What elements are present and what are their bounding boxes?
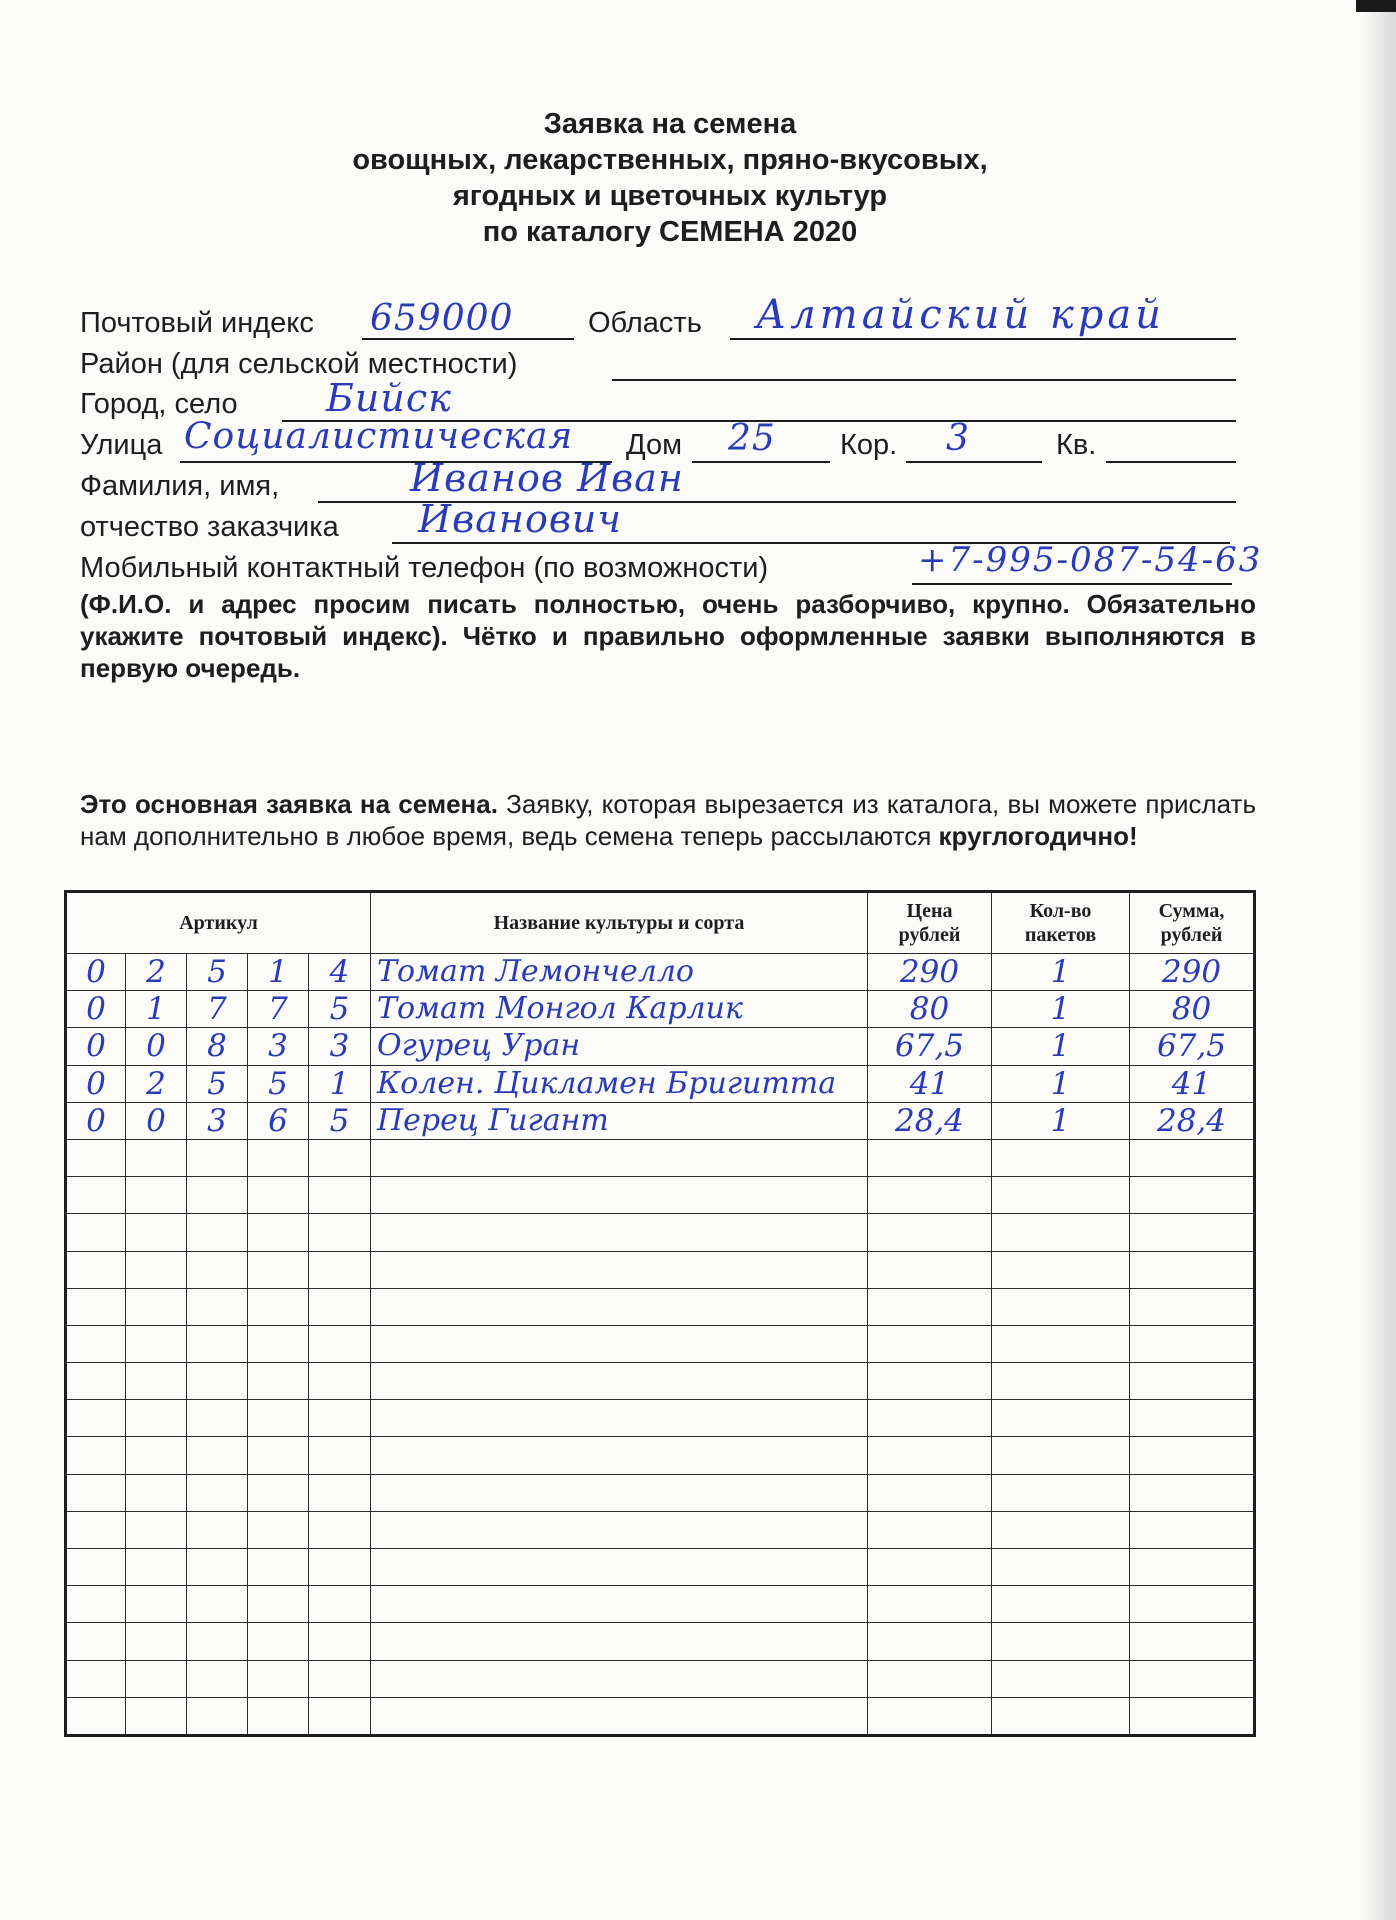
empty-cell[interactable]	[187, 1177, 248, 1214]
empty-cell[interactable]	[248, 1549, 309, 1586]
empty-cell[interactable]	[126, 1400, 187, 1437]
empty-cell[interactable]	[187, 1437, 248, 1474]
article-digit[interactable]: 0	[126, 1028, 187, 1065]
article-digit[interactable]: 4	[309, 954, 371, 991]
empty-cell[interactable]	[248, 1437, 309, 1474]
empty-cell[interactable]	[126, 1363, 187, 1400]
empty-cell[interactable]	[309, 1400, 371, 1437]
apt-label: Кв.	[1056, 429, 1097, 461]
empty-cell[interactable]	[868, 1437, 992, 1474]
form-instructions-note: (Ф.И.О. и адрес просим писать полностью, очень разборчиво, крупно. Обязательно укажите почтовый индекс). Чётко и правильно оформленные заявки выполняются в первую очередь.	[80, 589, 1256, 683]
empty-cell[interactable]	[126, 1177, 187, 1214]
empty-rows-group	[66, 1139, 1255, 1735]
price-cell[interactable]: 290	[868, 954, 992, 991]
table-row-empty	[66, 1697, 1255, 1735]
price-cell[interactable]: 80	[868, 991, 992, 1028]
empty-cell[interactable]	[1130, 1400, 1255, 1437]
empty-cell[interactable]	[309, 1363, 371, 1400]
empty-cell[interactable]	[66, 1400, 126, 1437]
empty-cell[interactable]	[309, 1660, 371, 1697]
empty-cell[interactable]	[868, 1697, 992, 1735]
article-digit[interactable]: 2	[126, 954, 187, 991]
crop-name[interactable]: Огурец Уран	[371, 1028, 868, 1065]
empty-cell[interactable]	[868, 1511, 992, 1548]
empty-cell[interactable]	[248, 1586, 309, 1623]
article-digit[interactable]: 3	[187, 1102, 248, 1139]
article-digit[interactable]: 8	[187, 1028, 248, 1065]
district-label: Район (для сельской местности)	[80, 348, 518, 380]
empty-cell[interactable]	[992, 1139, 1130, 1176]
empty-cell[interactable]	[66, 1251, 126, 1288]
empty-cell[interactable]	[248, 1139, 309, 1176]
article-digit[interactable]: 0	[66, 954, 126, 991]
qty-cell[interactable]: 1	[992, 1102, 1130, 1139]
empty-cell[interactable]	[371, 1400, 868, 1437]
empty-cell[interactable]	[1130, 1214, 1255, 1251]
intro-bold-end: круглогодично!	[938, 821, 1138, 851]
article-digit[interactable]: 7	[187, 991, 248, 1028]
empty-cell[interactable]	[187, 1139, 248, 1176]
title-line: Заявка на семена	[543, 108, 797, 140]
region-value[interactable]: Алтайский край	[756, 292, 1165, 338]
empty-cell[interactable]	[371, 1288, 868, 1325]
empty-cell[interactable]	[66, 1214, 126, 1251]
table-row-empty	[66, 1474, 1255, 1511]
building-label: Кор.	[840, 429, 898, 461]
patronymic-label: отчество заказчика	[80, 511, 339, 543]
empty-cell[interactable]	[126, 1697, 187, 1735]
table-row-empty	[66, 1437, 1255, 1474]
house-underline	[692, 461, 830, 463]
empty-cell[interactable]	[868, 1400, 992, 1437]
article-digit[interactable]: 1	[126, 991, 187, 1028]
building-value[interactable]: 3	[946, 418, 970, 459]
paper-edge-shadow	[1362, 0, 1396, 1920]
empty-cell[interactable]	[992, 1474, 1130, 1511]
empty-cell[interactable]	[992, 1697, 1130, 1735]
article-digit[interactable]: 7	[248, 991, 309, 1028]
price-cell[interactable]: 28,4	[868, 1102, 992, 1139]
empty-cell[interactable]	[248, 1288, 309, 1325]
empty-cell[interactable]	[992, 1586, 1130, 1623]
empty-cell[interactable]	[868, 1177, 992, 1214]
sum-cell[interactable]: 290	[1130, 954, 1255, 991]
article-digit[interactable]: 0	[66, 1028, 126, 1065]
header-sum-line1: Сумма,	[1158, 900, 1225, 922]
empty-cell[interactable]	[309, 1437, 371, 1474]
empty-cell[interactable]	[187, 1288, 248, 1325]
empty-cell[interactable]	[371, 1214, 868, 1251]
empty-cell[interactable]	[309, 1623, 371, 1660]
form-title	[0, 106, 1340, 250]
table-row-empty	[66, 1139, 1255, 1176]
postal-label: Почтовый индекс	[80, 307, 314, 339]
empty-cell[interactable]	[187, 1586, 248, 1623]
empty-cell[interactable]	[992, 1288, 1130, 1325]
empty-cell[interactable]	[371, 1549, 868, 1586]
empty-cell[interactable]	[992, 1511, 1130, 1548]
title-line: ягодных и цветочных культур	[452, 180, 888, 212]
table-row	[66, 991, 1255, 1028]
header-price-line2: рублей	[898, 924, 961, 946]
header-article: Артикул	[66, 892, 371, 954]
empty-cell[interactable]	[126, 1549, 187, 1586]
empty-cell[interactable]	[248, 1214, 309, 1251]
table-row-empty	[66, 1363, 1255, 1400]
name-label: Фамилия, имя,	[80, 470, 280, 502]
empty-cell[interactable]	[868, 1288, 992, 1325]
article-digit[interactable]: 5	[309, 991, 371, 1028]
region-underline	[730, 338, 1236, 340]
empty-cell[interactable]	[371, 1511, 868, 1548]
empty-cell[interactable]	[309, 1177, 371, 1214]
empty-cell[interactable]	[248, 1623, 309, 1660]
empty-cell[interactable]	[248, 1400, 309, 1437]
empty-cell[interactable]	[66, 1660, 126, 1697]
house-label: Дом	[626, 429, 683, 461]
empty-cell[interactable]	[371, 1325, 868, 1362]
empty-cell[interactable]	[1130, 1177, 1255, 1214]
table-row-empty	[66, 1251, 1255, 1288]
table-row	[66, 954, 1255, 991]
empty-cell[interactable]	[371, 1251, 868, 1288]
empty-cell[interactable]	[309, 1214, 371, 1251]
order-table	[64, 890, 1256, 1737]
empty-cell[interactable]	[1130, 1549, 1255, 1586]
empty-cell[interactable]	[868, 1586, 992, 1623]
table-row-empty	[66, 1400, 1255, 1437]
empty-cell[interactable]	[1130, 1697, 1255, 1735]
header-qty-line1: Кол-во	[1029, 900, 1092, 922]
empty-cell[interactable]	[126, 1214, 187, 1251]
empty-cell[interactable]	[126, 1474, 187, 1511]
city-label: Город, село	[80, 388, 238, 420]
empty-cell[interactable]	[126, 1288, 187, 1325]
empty-cell[interactable]	[248, 1511, 309, 1548]
table-row-empty	[66, 1214, 1255, 1251]
empty-cell[interactable]	[126, 1660, 187, 1697]
empty-cell[interactable]	[309, 1549, 371, 1586]
empty-cell[interactable]	[868, 1251, 992, 1288]
empty-cell[interactable]	[187, 1660, 248, 1697]
phone-label: Мобильный контактный телефон (по возможности)	[80, 552, 769, 584]
name-value[interactable]: Иванов Иван	[410, 456, 684, 500]
empty-cell[interactable]	[371, 1474, 868, 1511]
empty-cell[interactable]	[66, 1177, 126, 1214]
empty-cell[interactable]	[371, 1437, 868, 1474]
empty-cell[interactable]	[992, 1325, 1130, 1362]
empty-cell[interactable]	[371, 1139, 868, 1176]
empty-cell[interactable]	[1130, 1437, 1255, 1474]
table-row-empty	[66, 1177, 1255, 1214]
empty-cell[interactable]	[248, 1251, 309, 1288]
article-digit[interactable]: 5	[187, 954, 248, 991]
scan-corner	[1356, 0, 1396, 12]
street-label: Улица	[80, 429, 163, 461]
article-digit[interactable]: 5	[248, 1065, 309, 1102]
empty-cell[interactable]	[992, 1660, 1130, 1697]
empty-cell[interactable]	[187, 1214, 248, 1251]
price-cell[interactable]: 41	[868, 1065, 992, 1102]
empty-cell[interactable]	[1130, 1474, 1255, 1511]
header-sum	[1130, 892, 1255, 954]
article-digit[interactable]: 0	[66, 1065, 126, 1102]
empty-cell[interactable]	[248, 1660, 309, 1697]
empty-cell[interactable]	[66, 1139, 126, 1176]
title-line: овощных, лекарственных, пряно-вкусовых,	[352, 144, 988, 176]
empty-cell[interactable]	[1130, 1325, 1255, 1362]
empty-cell[interactable]	[66, 1697, 126, 1735]
building-underline	[906, 461, 1042, 463]
empty-cell[interactable]	[187, 1511, 248, 1548]
empty-cell[interactable]	[1130, 1251, 1255, 1288]
crop-name[interactable]: Колен. Цикламен Бригитта	[371, 1065, 868, 1102]
phone-value[interactable]: +7-995-087-54-63	[918, 540, 1263, 580]
article-digit[interactable]: 0	[126, 1102, 187, 1139]
empty-cell[interactable]	[992, 1549, 1130, 1586]
empty-cell[interactable]	[371, 1586, 868, 1623]
empty-cell[interactable]	[1130, 1511, 1255, 1548]
table-row-empty	[66, 1586, 1255, 1623]
crop-name[interactable]: Томат Монгол Карлик	[371, 991, 868, 1028]
empty-cell[interactable]	[126, 1251, 187, 1288]
empty-cell[interactable]	[66, 1363, 126, 1400]
empty-cell[interactable]	[371, 1623, 868, 1660]
empty-cell[interactable]	[309, 1511, 371, 1548]
empty-cell[interactable]	[66, 1549, 126, 1586]
article-digit[interactable]: 3	[248, 1028, 309, 1065]
article-digit[interactable]: 5	[187, 1065, 248, 1102]
empty-cell[interactable]	[992, 1214, 1130, 1251]
table-row-empty	[66, 1623, 1255, 1660]
empty-cell[interactable]	[187, 1363, 248, 1400]
empty-cell[interactable]	[126, 1437, 187, 1474]
phone-underline	[912, 583, 1232, 585]
article-digit[interactable]: 1	[248, 954, 309, 991]
empty-cell[interactable]	[1130, 1586, 1255, 1623]
empty-cell[interactable]	[309, 1697, 371, 1735]
empty-cell[interactable]	[66, 1325, 126, 1362]
qty-cell[interactable]: 1	[992, 1065, 1130, 1102]
table-row-empty	[66, 1325, 1255, 1362]
article-digit[interactable]: 3	[309, 1028, 371, 1065]
empty-cell[interactable]	[309, 1325, 371, 1362]
empty-cell[interactable]	[371, 1660, 868, 1697]
empty-cell[interactable]	[868, 1660, 992, 1697]
empty-cell[interactable]	[371, 1697, 868, 1735]
empty-cell[interactable]	[868, 1474, 992, 1511]
title-line: по каталогу СЕМЕНА 2020	[482, 216, 858, 248]
empty-cell[interactable]	[1130, 1288, 1255, 1325]
sum-cell[interactable]: 80	[1130, 991, 1255, 1028]
empty-cell[interactable]	[126, 1511, 187, 1548]
empty-cell[interactable]	[1130, 1660, 1255, 1697]
qty-cell[interactable]: 1	[992, 1028, 1130, 1065]
header-qty-line2: пакетов	[1024, 924, 1097, 946]
empty-cell[interactable]	[309, 1251, 371, 1288]
postal-value[interactable]: 659000	[370, 298, 514, 339]
empty-cell[interactable]	[126, 1623, 187, 1660]
header-price-line1: Цена	[906, 900, 953, 922]
header-name: Название культуры и сорта	[371, 892, 868, 954]
article-digit[interactable]: 1	[309, 1065, 371, 1102]
empty-cell[interactable]	[1130, 1139, 1255, 1176]
empty-cell[interactable]	[187, 1474, 248, 1511]
empty-cell[interactable]	[868, 1214, 992, 1251]
sum-cell[interactable]: 28,4	[1130, 1102, 1255, 1139]
empty-cell[interactable]	[248, 1177, 309, 1214]
intro-bold: Это основная заявка на семена.	[80, 789, 498, 819]
empty-cell[interactable]	[868, 1623, 992, 1660]
article-digit[interactable]: 6	[248, 1102, 309, 1139]
empty-cell[interactable]	[868, 1363, 992, 1400]
table-row-empty	[66, 1511, 1255, 1548]
empty-cell[interactable]	[248, 1325, 309, 1362]
intro-paragraph	[80, 788, 1256, 852]
qty-cell[interactable]: 1	[992, 954, 1130, 991]
empty-cell[interactable]	[992, 1363, 1130, 1400]
empty-cell[interactable]	[66, 1511, 126, 1548]
price-cell[interactable]: 67,5	[868, 1028, 992, 1065]
empty-cell[interactable]	[66, 1474, 126, 1511]
empty-cell[interactable]	[126, 1139, 187, 1176]
article-digit[interactable]: 2	[126, 1065, 187, 1102]
empty-cell[interactable]	[66, 1623, 126, 1660]
apt-underline	[1106, 461, 1236, 463]
empty-cell[interactable]	[992, 1437, 1130, 1474]
empty-cell[interactable]	[309, 1288, 371, 1325]
patronymic-value[interactable]: Иванович	[418, 497, 623, 541]
empty-cell[interactable]	[248, 1363, 309, 1400]
empty-cell[interactable]	[66, 1437, 126, 1474]
empty-cell[interactable]	[66, 1586, 126, 1623]
empty-cell[interactable]	[248, 1697, 309, 1735]
empty-cell[interactable]	[868, 1549, 992, 1586]
empty-cell[interactable]	[309, 1586, 371, 1623]
sum-cell[interactable]: 67,5	[1130, 1028, 1255, 1065]
intro-text: Заявку, которая вырезается из каталога, вы можете прислать нам дополнительно в любое время, ведь семена теперь рассылаются	[80, 789, 1257, 851]
city-value[interactable]: Бийск	[326, 376, 452, 420]
table-row	[66, 1028, 1255, 1065]
table-header-row	[66, 892, 1255, 954]
table-row-empty	[66, 1288, 1255, 1325]
region-label: Область	[588, 307, 702, 339]
district-underline	[612, 379, 1236, 381]
empty-cell[interactable]	[126, 1586, 187, 1623]
article-digit[interactable]: 0	[66, 1102, 126, 1139]
empty-cell[interactable]	[66, 1288, 126, 1325]
empty-cell[interactable]	[187, 1549, 248, 1586]
header-sum-line2: рублей	[1160, 924, 1223, 946]
table-row-empty	[66, 1660, 1255, 1697]
table-row	[66, 1065, 1255, 1102]
empty-cell[interactable]	[187, 1325, 248, 1362]
empty-cell[interactable]	[126, 1325, 187, 1362]
empty-cell[interactable]	[1130, 1623, 1255, 1660]
crop-name[interactable]: Перец Гигант	[371, 1102, 868, 1139]
house-value[interactable]: 25	[728, 418, 776, 459]
empty-cell[interactable]	[371, 1177, 868, 1214]
table-row-empty	[66, 1549, 1255, 1586]
empty-cell[interactable]	[868, 1325, 992, 1362]
empty-cell[interactable]	[187, 1623, 248, 1660]
crop-name[interactable]: Томат Лемончелло	[371, 954, 868, 991]
empty-cell[interactable]	[992, 1623, 1130, 1660]
empty-cell[interactable]	[309, 1474, 371, 1511]
empty-cell[interactable]	[187, 1697, 248, 1735]
empty-cell[interactable]	[868, 1139, 992, 1176]
header-price	[868, 892, 992, 954]
empty-cell[interactable]	[371, 1363, 868, 1400]
empty-cell[interactable]	[248, 1474, 309, 1511]
article-digit[interactable]: 0	[66, 991, 126, 1028]
empty-cell[interactable]	[992, 1251, 1130, 1288]
empty-cell[interactable]	[1130, 1363, 1255, 1400]
qty-cell[interactable]: 1	[992, 991, 1130, 1028]
table-row	[66, 1102, 1255, 1139]
empty-cell[interactable]	[992, 1400, 1130, 1437]
empty-cell[interactable]	[309, 1139, 371, 1176]
sum-cell[interactable]: 41	[1130, 1065, 1255, 1102]
empty-cell[interactable]	[187, 1251, 248, 1288]
empty-cell[interactable]	[992, 1177, 1130, 1214]
header-qty	[992, 892, 1130, 954]
empty-cell[interactable]	[187, 1400, 248, 1437]
article-digit[interactable]: 5	[309, 1102, 371, 1139]
street-value[interactable]: Социалистическая	[184, 416, 574, 457]
